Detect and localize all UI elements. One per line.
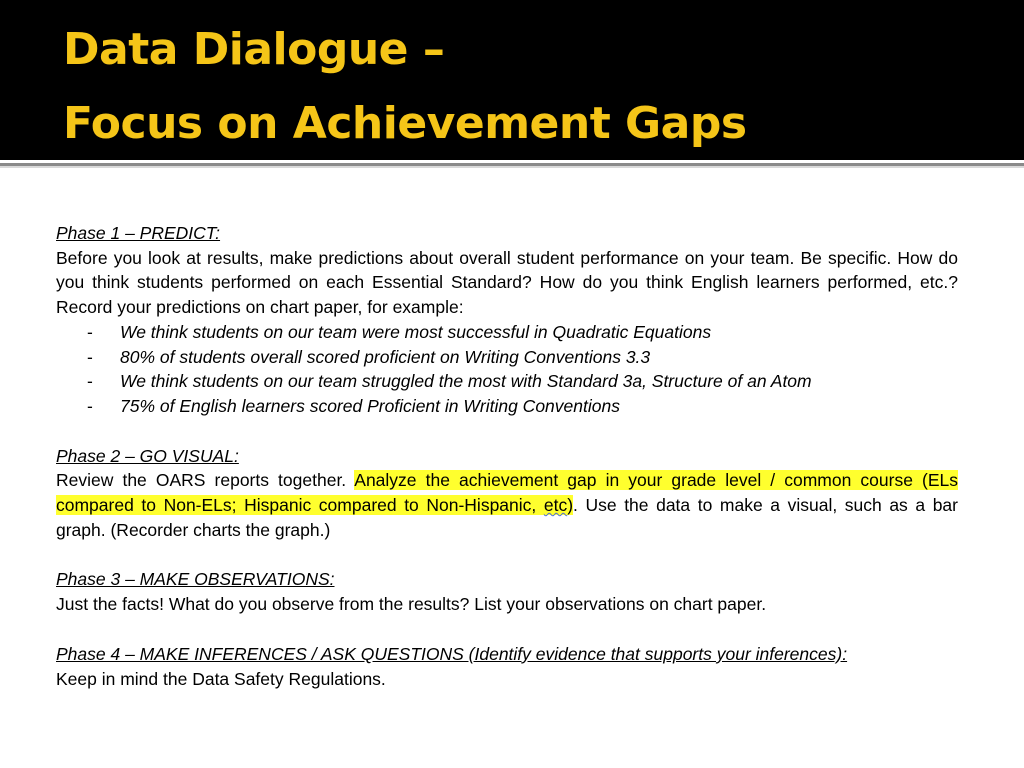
dash-bullet: - [87,371,93,392]
phase-1-heading: Phase 1 – PREDICT: [56,223,221,243]
slide-body [56,221,958,691]
slide-title-line-2: Focus on Achievement Gaps [63,98,747,149]
example-text: 75% of English learners scored Proficient in Writing Conventions [120,395,620,416]
phase-2-text [56,468,958,542]
phase-1-text: Before you look at results, make predictions about overall student performance on your team. Be specific. How do you think students performed on each Essential Standard? How do you think English learners performed, etc.? Record your predictions on chart paper, for example: [56,247,958,318]
example-text: 80% of students overall scored proficient on Writing Conventions 3.3 [120,346,651,367]
phase-3-text: Just the facts! What do you observe from the results? List your observations on chart paper. [56,594,767,615]
example-item [56,369,958,394]
phase-2-text-after: . Use the data to make a visual, such as a bar graph. (Recorder charts the graph.) [56,495,958,540]
phase-4-heading: Phase 4 – MAKE INFERENCES / ASK QUESTIONS (Identify evidence that supports your inferences): [56,643,848,664]
example-item [56,394,958,419]
dash-bullet: - [87,321,93,342]
phase-4-text: Keep in mind the Data Safety Regulations. [56,668,386,689]
phase-2-highlight-a: Analyze the achievement gap in your grade level / common course (ELs compared to Non-ELs; Hispanic compared to Non-Hispanic, [56,470,958,516]
phase-2-highlight-b: ) [567,495,574,516]
title-divider-shadow [0,166,1024,168]
dash-bullet: - [87,346,93,367]
spacer [56,617,958,642]
spacer [56,419,958,444]
example-item [56,345,958,370]
phase-2-text-before: Review the OARS reports together. [56,470,355,491]
slide-title-line-1: Data Dialogue – [63,24,445,75]
spellcheck-etc: etc [543,495,568,516]
dash-bullet: - [87,395,93,416]
example-text: We think students on our team were most successful in Quadratic Equations [120,321,712,342]
example-item [56,320,958,345]
phase-2-heading: Phase 2 – GO VISUAL: [56,445,239,466]
example-text: We think students on our team struggled the most with Standard 3a, Structure of an Atom [120,371,812,392]
phase-1-examples [56,320,958,419]
phase-3-heading: Phase 3 – MAKE OBSERVATIONS: [56,569,335,590]
spacer [56,542,958,567]
title-bar [0,0,1024,160]
